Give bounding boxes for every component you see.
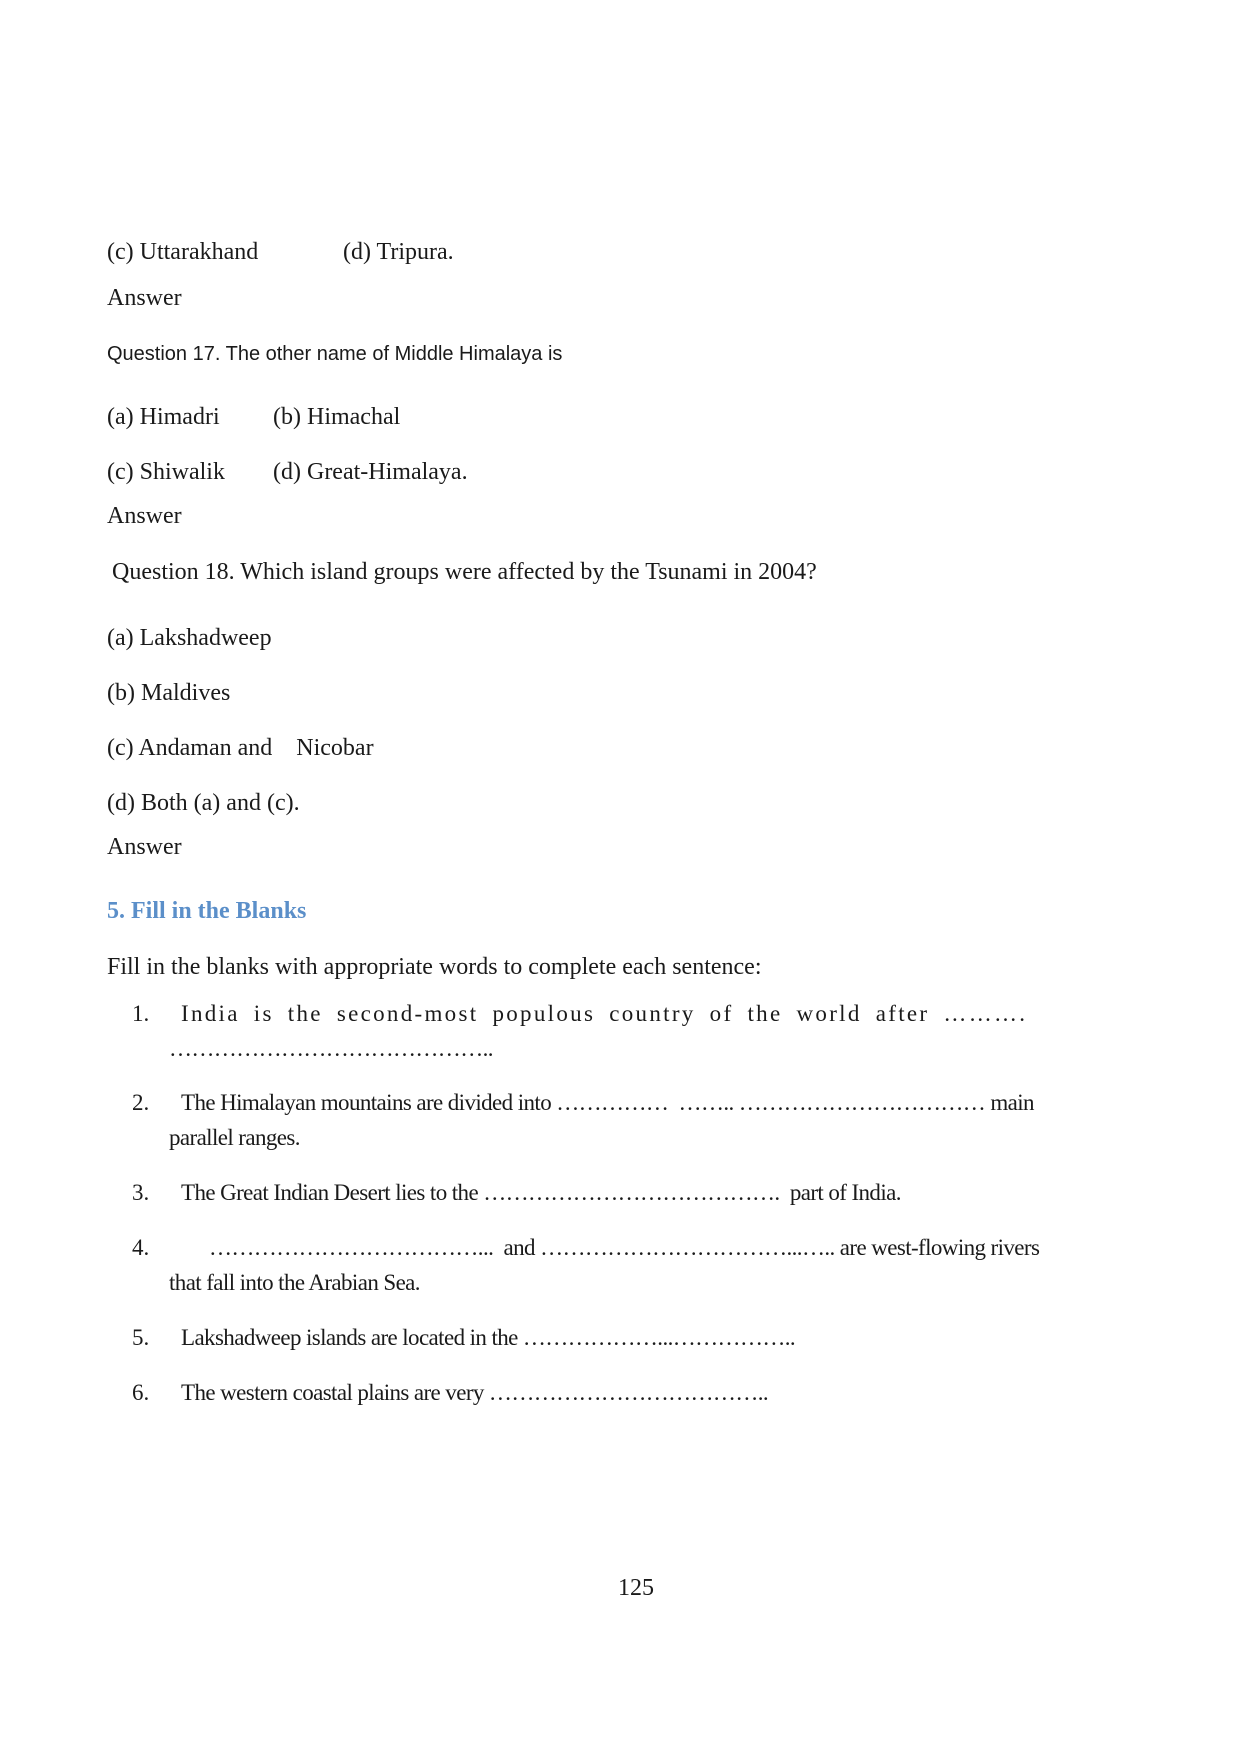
fill-blank-line: The western coastal plains are very ……………………………….. <box>181 1380 769 1405</box>
q16-answer-label: Answer <box>107 285 182 311</box>
fill-blank-line: parallel ranges. <box>169 1125 300 1150</box>
q18-option-a: (a) Lakshadweep <box>107 625 272 651</box>
fill-blank-line: ………………………………... and ……………………………...….. are west-flowing rivers <box>209 1235 1040 1260</box>
item-number: 2. <box>132 1090 150 1115</box>
q18-option-c: (c) Andaman and Nicobar <box>107 735 374 761</box>
fill-blank-line: Lakshadweep islands are located in the ………………...…………….. <box>181 1325 796 1350</box>
fill-blank-line: The Himalayan mountains are divided into …………… …….. …………………………… main <box>181 1090 1034 1115</box>
q17-option-d: (d) Great-Himalaya. <box>273 459 468 485</box>
fill-blank-line: India is the second-most populous country of the world after ………. <box>181 1001 1028 1026</box>
fill-blank-line: …………………………………….. <box>169 1036 493 1061</box>
q17-answer-label: Answer <box>107 503 182 529</box>
q17-option-a: (a) Himadri <box>107 404 220 430</box>
section-instruction: Fill in the blanks with appropriate words to complete each sentence: <box>107 954 762 980</box>
item-number: 4. <box>132 1235 150 1260</box>
item-number: 6. <box>132 1380 150 1405</box>
fill-blank-line: The Great Indian Desert lies to the …………………………………. part of India. <box>181 1180 901 1205</box>
q17-question: Question 17. The other name of Middle Himalaya is <box>107 343 563 365</box>
fill-blank-line: that fall into the Arabian Sea. <box>169 1270 420 1295</box>
q16-option-c: (c) Uttarakhand <box>107 239 259 265</box>
section-heading: 5. Fill in the Blanks <box>107 898 307 924</box>
page-number: 125 <box>618 1575 654 1601</box>
q17-option-c: (c) Shiwalik <box>107 459 225 485</box>
q18-answer-label: Answer <box>107 834 182 860</box>
item-number: 1. <box>132 1001 150 1026</box>
item-number: 3. <box>132 1180 150 1205</box>
q18-option-d: (d) Both (a) and (c). <box>107 790 300 816</box>
q17-option-b: (b) Himachal <box>273 404 401 430</box>
item-number: 5. <box>132 1325 150 1350</box>
q16-option-d: (d) Tripura. <box>343 239 454 265</box>
q18-option-b: (b) Maldives <box>107 680 231 706</box>
q18-question: Question 18. Which island groups were affected by the Tsunami in 2004? <box>112 559 817 585</box>
